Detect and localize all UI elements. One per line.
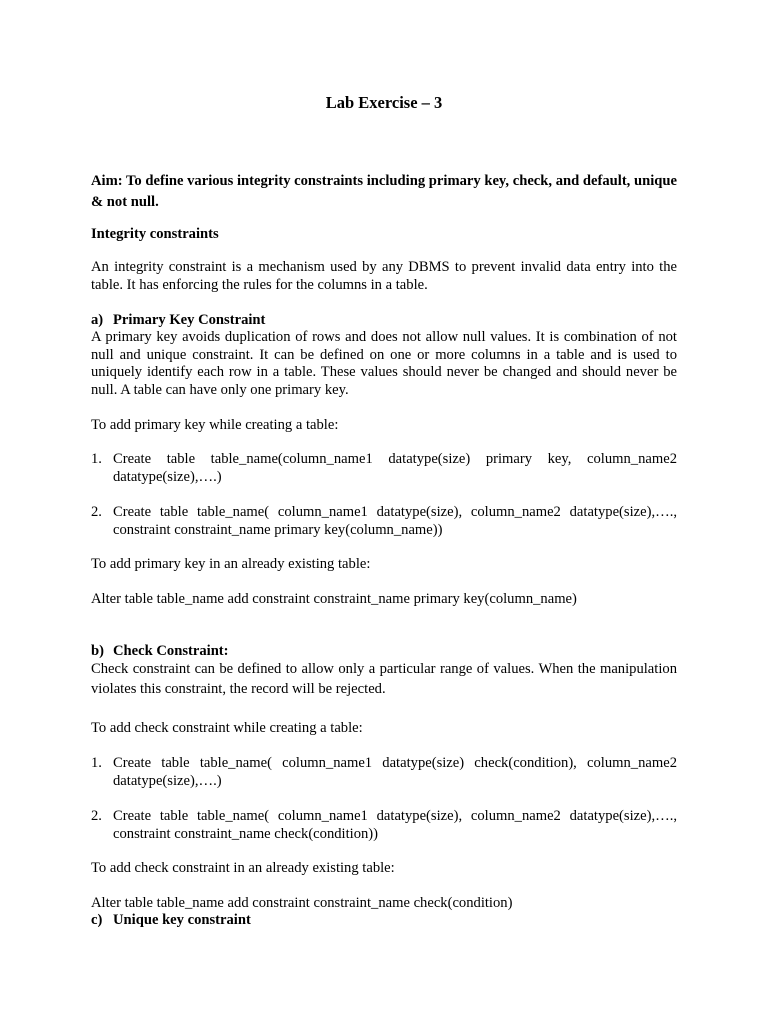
list-item-text: Create table table_name( column_name1 datatype(size), column_name2 datatype(size),…., constraint constraint_name primary key(column_name)) bbox=[113, 504, 677, 538]
list-item-text: Create table table_name( column_name1 datatype(size) check(condition), column_name2 datatype(size),….) bbox=[113, 755, 677, 789]
page-title: Lab Exercise – 3 bbox=[325, 93, 443, 112]
check-letter: b) bbox=[91, 643, 104, 659]
integrity-paragraph: An integrity constraint is a mechanism used by any DBMS to prevent invalid data entry into the table. It has enforcing the rules for the columns in a table. bbox=[91, 259, 677, 293]
unique-letter: c) bbox=[91, 912, 103, 928]
primary-key-letter: a) bbox=[91, 312, 104, 328]
integrity-heading: Integrity constraints bbox=[91, 226, 219, 242]
primary-key-create-intro: To add primary key while creating a table: bbox=[91, 417, 339, 433]
list-item-number: 1. bbox=[91, 755, 102, 771]
unique-title: Unique key constraint bbox=[113, 912, 251, 928]
primary-key-heading bbox=[91, 312, 265, 329]
check-alter-statement: Alter table table_name add constraint constraint_name check(condition) bbox=[91, 895, 513, 911]
unique-heading bbox=[91, 912, 251, 929]
primary-key-title: Primary Key Constraint bbox=[113, 312, 266, 328]
check-create-intro: To add check constraint while creating a table: bbox=[91, 720, 363, 736]
list-item bbox=[91, 451, 677, 487]
primary-key-alter-intro: To add primary key in an already existing table: bbox=[91, 556, 371, 572]
list-item-number: 1. bbox=[91, 451, 102, 467]
list-item bbox=[91, 808, 677, 844]
list-item-text: Create table table_name(column_name1 datatype(size) primary key, column_name2 datatype(size),….) bbox=[113, 451, 677, 485]
list-item-number: 2. bbox=[91, 808, 102, 824]
check-heading bbox=[91, 643, 229, 660]
list-item-text: Create table table_name( column_name1 datatype(size), column_name2 datatype(size),…., constraint constraint_name check(condition)) bbox=[113, 808, 677, 842]
check-alter-intro: To add check constraint in an already existing table: bbox=[91, 860, 395, 876]
check-title: Check Constraint: bbox=[113, 643, 229, 659]
primary-key-paragraph: A primary key avoids duplication of rows and does not allow null values. It is combination of not null and unique constraint. It can be defined on one or more columns in a table and is used to uniquely identify each row in a table. These values should never be changed and should never be null. A table can have only one primary key. bbox=[91, 329, 677, 398]
list-item bbox=[91, 755, 677, 791]
primary-key-alter-statement: Alter table table_name add constraint constraint_name primary key(column_name) bbox=[91, 591, 577, 607]
aim-statement: Aim: To define various integrity constraints including primary key, check, and default, unique & not null. bbox=[91, 173, 677, 210]
check-paragraph: Check constraint can be defined to allow only a particular range of values. When the manipulation violates this constraint, the record will be rejected. bbox=[91, 661, 677, 697]
list-item-number: 2. bbox=[91, 504, 102, 520]
list-item bbox=[91, 504, 677, 540]
